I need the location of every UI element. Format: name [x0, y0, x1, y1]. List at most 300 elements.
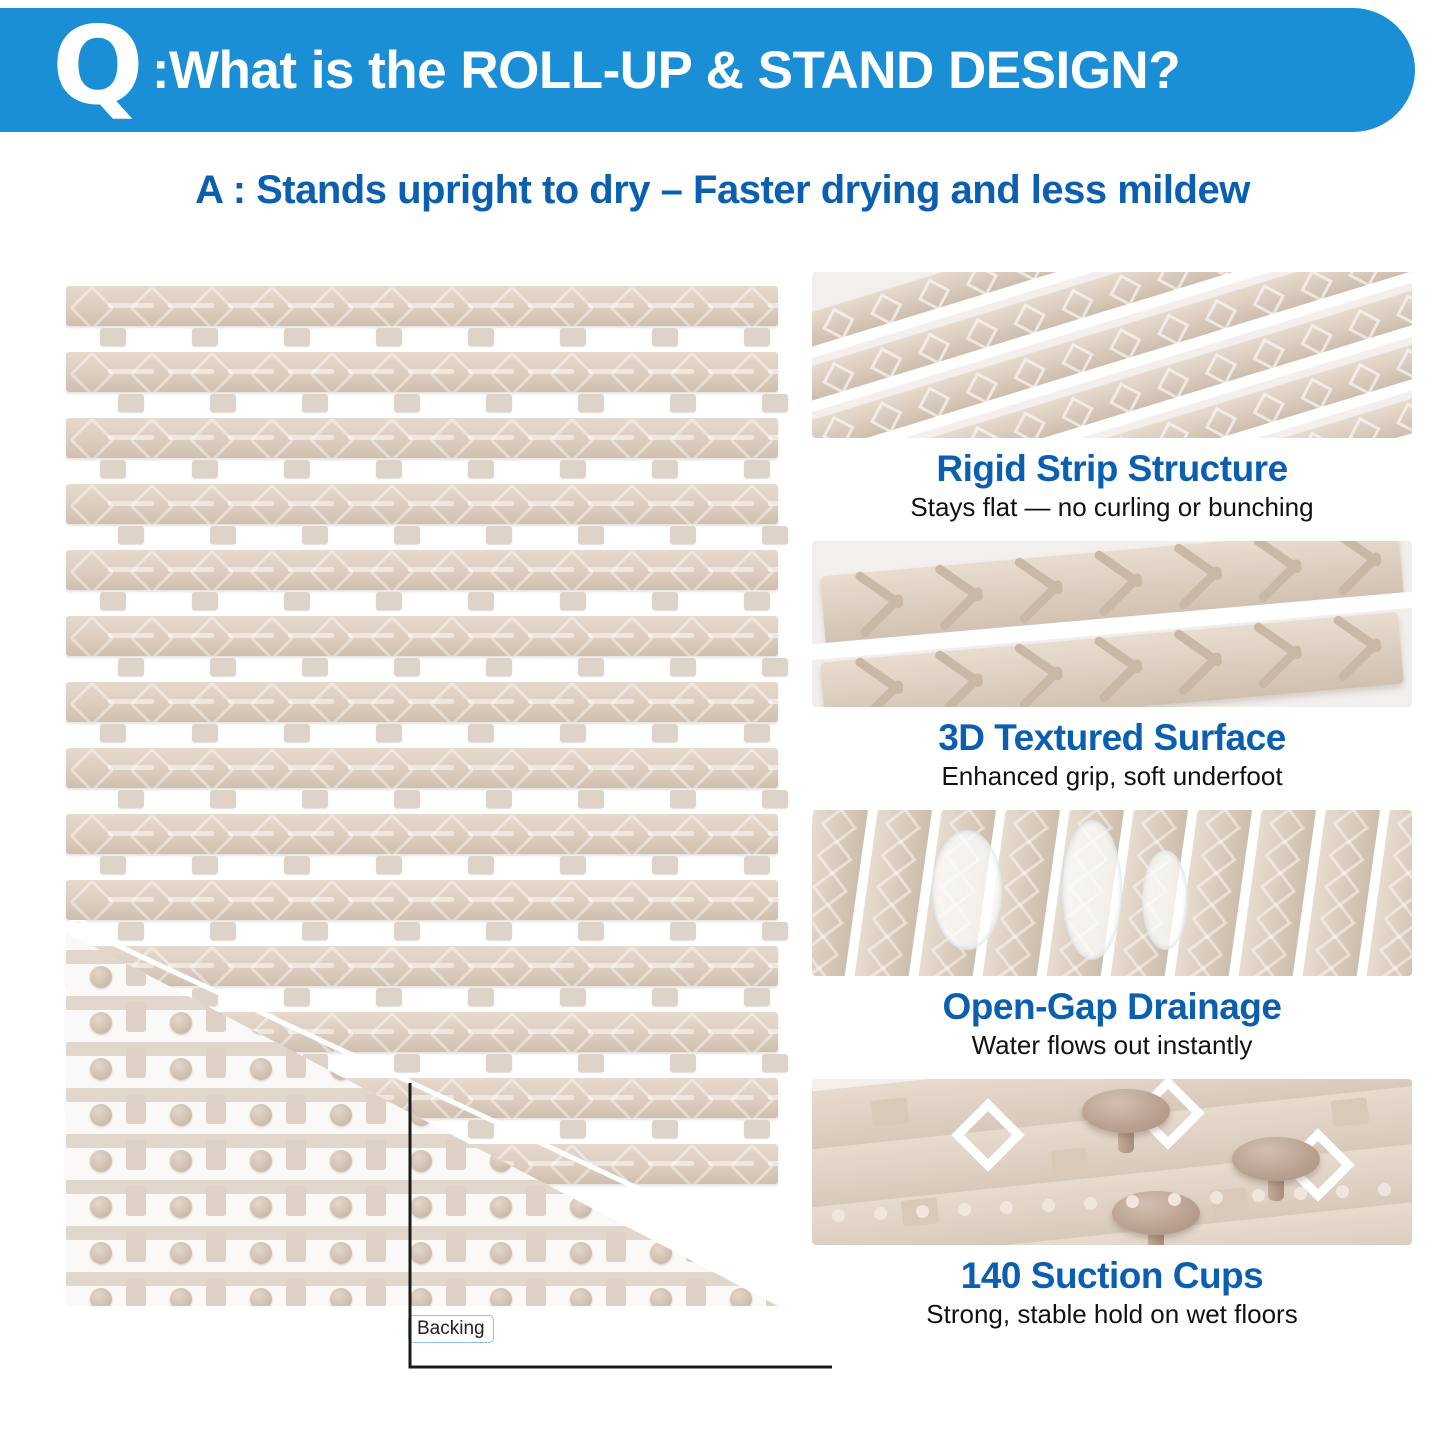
- strip-connector: [652, 592, 678, 610]
- suction-cup-icon: [90, 1288, 112, 1306]
- strip-connector: [744, 724, 770, 742]
- strip-texture-icon: [1315, 934, 1351, 970]
- suction-cup-icon: [1082, 1089, 1170, 1133]
- strip-connector: [670, 922, 696, 940]
- plate-hole: [1252, 1189, 1265, 1202]
- suction-cup-icon: [650, 1288, 672, 1306]
- strip-bar-icon: [768, 963, 778, 968]
- strip-texture-icon: [1008, 839, 1044, 875]
- strip-connector: [652, 328, 678, 346]
- suction-cup-icon: [1232, 1137, 1320, 1181]
- suction-cup-icon: [410, 1150, 432, 1172]
- strip-connector: [302, 922, 328, 940]
- strip-connector: [376, 856, 402, 874]
- strip-bar-icon: [768, 897, 778, 902]
- backing-label: Backing: [408, 1315, 494, 1343]
- strip-connector: [670, 526, 696, 544]
- suction-cup-icon: [170, 1104, 192, 1126]
- strip-connector: [744, 856, 770, 874]
- feature-title: Rigid Strip Structure: [936, 448, 1288, 489]
- suction-cup-icon: [250, 1104, 272, 1126]
- strip-texture-icon: [1383, 903, 1412, 939]
- strip-texture-icon: [999, 903, 1035, 939]
- suction-cup-icon: [330, 1288, 352, 1306]
- strip-connector: [486, 1054, 512, 1072]
- texture-ridge: [1177, 565, 1223, 611]
- strip-connector: [486, 394, 512, 412]
- strip-texture-icon: [812, 966, 835, 976]
- feature-subtitle: Water flows out instantly: [971, 1030, 1253, 1060]
- mat-strip: [66, 352, 778, 392]
- strip-texture-icon: [1348, 417, 1380, 438]
- strip-connector: [284, 592, 310, 610]
- mat-strip: [66, 814, 778, 854]
- strip-connector: [468, 460, 494, 478]
- suction-cup-icon: [170, 1058, 192, 1080]
- plate-hole: [1294, 1187, 1307, 1200]
- strip-connector: [744, 1120, 770, 1138]
- strip-bar-icon: [768, 831, 778, 836]
- strip-connector: [100, 460, 126, 478]
- strip-connector: [578, 658, 604, 676]
- suction-cup-icon: [250, 1242, 272, 1264]
- strip-connector: [578, 394, 604, 412]
- strip-connector: [762, 526, 788, 544]
- strip-connector: [118, 658, 144, 676]
- suction-cup-icon: [410, 1288, 432, 1306]
- strip-texture-icon: [1157, 421, 1189, 438]
- backing-pad: [206, 1048, 226, 1078]
- strip-connector: [192, 592, 218, 610]
- suction-cup-icon: [170, 1150, 192, 1172]
- strip-connector: [670, 790, 696, 808]
- feature-photo-drainage: [812, 810, 1412, 976]
- backing-pad: [446, 1278, 466, 1306]
- plate-hole: [1084, 1197, 1097, 1210]
- connector-row: [66, 460, 778, 478]
- texture-ridge: [1018, 665, 1064, 707]
- feature-title: 3D Textured Surface: [938, 717, 1286, 758]
- suction-cup-icon: [90, 1104, 112, 1126]
- strip-texture-icon: [1396, 402, 1412, 434]
- strip-texture-icon: [812, 871, 848, 907]
- suction-cup-icon: [410, 1242, 432, 1264]
- strip-connector: [468, 724, 494, 742]
- plate-hole: [1126, 1195, 1139, 1208]
- strip-bar-icon: [768, 435, 778, 440]
- strip-texture-icon: [966, 426, 998, 438]
- strip-bar-icon: [768, 1095, 778, 1100]
- mat-strip: [66, 748, 778, 788]
- strip-texture-icon: [1013, 810, 1049, 844]
- strip-connector: [376, 328, 402, 346]
- texture-ridge: [938, 672, 984, 707]
- feature-3d-textured-surface: [812, 541, 1412, 792]
- suction-cup-icon: [170, 1242, 192, 1264]
- water-droplet: [1062, 820, 1122, 960]
- plate-hole: [1336, 1185, 1349, 1198]
- feature-subtitle: Strong, stable hold on wet floors: [926, 1299, 1298, 1329]
- strip-texture-icon: [1396, 294, 1412, 326]
- suction-cup-icon: [170, 1012, 192, 1034]
- strip-connector: [468, 1120, 494, 1138]
- suction-cup-icon: [330, 1242, 352, 1264]
- strip-connector: [652, 724, 678, 742]
- strip-texture-icon: [1251, 934, 1287, 970]
- strip-connector: [118, 790, 144, 808]
- strip-texture-icon: [1246, 966, 1282, 976]
- suction-cup-icon: [570, 1242, 592, 1264]
- feature-title: 140 Suction Cups: [960, 1255, 1264, 1296]
- strip-connector: [486, 658, 512, 676]
- strip-connector: [762, 922, 788, 940]
- strip-bar-icon: [768, 369, 778, 374]
- strip-connector: [468, 592, 494, 610]
- strip-texture-icon: [1333, 810, 1369, 844]
- suction-cup-icon: [250, 1150, 272, 1172]
- suction-cup-icon: [1112, 1191, 1200, 1235]
- strip-bar-icon: [768, 303, 778, 308]
- mat-strip: [66, 286, 778, 326]
- plate-hole: [1378, 1183, 1391, 1196]
- strip-connector: [578, 526, 604, 544]
- strip-texture-icon: [1205, 810, 1241, 844]
- strip-connector: [670, 658, 696, 676]
- strip-texture-icon: [1269, 810, 1305, 844]
- strip-connector: [284, 328, 310, 346]
- backing-pad: [366, 1278, 386, 1306]
- strip-connector: [210, 922, 236, 940]
- plate-hole: [1042, 1199, 1055, 1212]
- strip-connector: [284, 856, 310, 874]
- strip-texture-icon: [812, 903, 844, 939]
- strip-connector: [284, 460, 310, 478]
- strip-connector: [560, 988, 586, 1006]
- suction-cup-icon: [90, 1150, 112, 1172]
- suction-cup-icon: [490, 1242, 512, 1264]
- backing-row: [66, 1272, 778, 1286]
- backing-pad: [126, 1048, 146, 1078]
- strip-connector: [578, 922, 604, 940]
- suction-cup-icon: [250, 1288, 272, 1306]
- strip-texture-icon: [1392, 839, 1412, 875]
- feature-title: Open-Gap Drainage: [942, 986, 1282, 1027]
- strip-texture-icon: [880, 839, 916, 875]
- connector-row: [66, 526, 778, 544]
- strip-connector: [670, 394, 696, 412]
- suction-cup-icon: [330, 1196, 352, 1218]
- strip-connector: [302, 790, 328, 808]
- texture-ridge: [1018, 579, 1064, 625]
- strip-connector: [100, 856, 126, 874]
- backing-pad: [446, 1140, 466, 1170]
- backing-row: [66, 1226, 778, 1240]
- strip-connector: [210, 394, 236, 412]
- mat-strip: [66, 484, 778, 524]
- strip-connector: [652, 988, 678, 1006]
- strip-connector: [652, 1120, 678, 1138]
- plate-hole: [916, 1205, 929, 1218]
- question-banner: [0, 4, 1415, 132]
- mat-strip: [66, 418, 778, 458]
- connector-row: [66, 394, 778, 412]
- strip-texture-icon: [1196, 871, 1232, 907]
- plate-hole: [1210, 1191, 1223, 1204]
- water-droplet: [932, 830, 1002, 950]
- strip-connector: [210, 658, 236, 676]
- strip-connector: [560, 1120, 586, 1138]
- suction-cup-icon: [730, 1242, 752, 1264]
- strip-connector: [744, 328, 770, 346]
- strip-connector: [468, 328, 494, 346]
- strip-connector: [192, 724, 218, 742]
- strip-connector: [192, 460, 218, 478]
- strip-bar-icon: [768, 501, 778, 506]
- backing-pad: [126, 1186, 146, 1216]
- strip-connector: [762, 658, 788, 676]
- strip-texture-icon: [816, 839, 852, 875]
- suction-cup-icon: [730, 1288, 752, 1306]
- backing-pad: [206, 1232, 226, 1262]
- strip-connector: [468, 988, 494, 1006]
- plate-hole: [1000, 1201, 1013, 1214]
- connector-row: [66, 724, 778, 742]
- mat-strip: [66, 550, 778, 590]
- strip-connector: [394, 658, 420, 676]
- backing-pad: [126, 1094, 146, 1124]
- texture-ridge: [1098, 658, 1144, 704]
- mat-strip: [66, 616, 778, 656]
- strip-connector: [100, 592, 126, 610]
- suction-cup-icon: [90, 1012, 112, 1034]
- strip-texture-icon: [1004, 871, 1040, 907]
- strip-connector: [652, 460, 678, 478]
- texture-ridge: [1098, 572, 1144, 618]
- strip-connector: [762, 790, 788, 808]
- texture-ridge: [859, 593, 905, 639]
- strip-connector: [376, 988, 402, 1006]
- suction-cup-icon: [410, 1196, 432, 1218]
- strip-texture-icon: [1187, 934, 1223, 970]
- texture-ridge: [1177, 651, 1223, 697]
- strip-texture-icon: [1054, 966, 1090, 976]
- feature-photo-suction: [812, 1079, 1412, 1245]
- strip-connector: [578, 790, 604, 808]
- suction-cup-icon: [490, 1288, 512, 1306]
- strip-connector: [376, 460, 402, 478]
- strip-texture-icon: [1141, 810, 1177, 844]
- strip-texture-icon: [1374, 966, 1410, 976]
- strip-connector: [560, 328, 586, 346]
- answer-heading: A : Stands upright to dry – Faster drying and less mildew: [195, 168, 1250, 212]
- strip-connector: [394, 394, 420, 412]
- strip-texture-icon: [885, 810, 921, 844]
- strip-connector: [670, 1054, 696, 1072]
- feature-rigid-strip-structure: [812, 272, 1412, 523]
- texture-ridge: [938, 586, 984, 632]
- strip-connector: [210, 790, 236, 808]
- strip-connector: [118, 526, 144, 544]
- strip-connector: [192, 856, 218, 874]
- connector-row: [66, 856, 778, 874]
- strip-connector: [284, 988, 310, 1006]
- suction-cup-icon: [490, 1196, 512, 1218]
- feature-photo-texture: [812, 541, 1412, 707]
- q-letter: Q: [52, 4, 142, 130]
- strip-texture-icon: [1182, 966, 1218, 976]
- strip-connector: [486, 526, 512, 544]
- strip-texture-icon: [1397, 810, 1412, 844]
- backing-pad: [126, 1232, 146, 1262]
- strip-texture-icon: [1379, 934, 1412, 970]
- strip-connector: [100, 724, 126, 742]
- strip-connector: [468, 856, 494, 874]
- strip-connector: [376, 724, 402, 742]
- strip-bar-icon: [768, 567, 778, 572]
- backing-pad: [286, 1140, 306, 1170]
- mat-strip: [66, 682, 778, 722]
- strip-texture-icon: [1260, 871, 1296, 907]
- backing-pad: [366, 1140, 386, 1170]
- strip-connector: [394, 922, 420, 940]
- backing-pad: [206, 1140, 226, 1170]
- backing-pad: [206, 1186, 226, 1216]
- strip-texture-icon: [1118, 966, 1154, 976]
- strip-connector: [744, 988, 770, 1006]
- strip-bar-icon: [768, 1029, 778, 1034]
- strip-bar-icon: [768, 633, 778, 638]
- backing-pad: [686, 1278, 706, 1306]
- plate-hole: [874, 1207, 887, 1220]
- plate-hole: [832, 1209, 845, 1222]
- strip-connector: [560, 724, 586, 742]
- strip-texture-icon: [990, 966, 1026, 976]
- backing-pad: [126, 1140, 146, 1170]
- suction-cup-icon: [250, 1058, 272, 1080]
- backing-pad: [526, 1186, 546, 1216]
- backing-pad: [446, 1232, 466, 1262]
- strip-connector: [486, 790, 512, 808]
- connector-row: [66, 592, 778, 610]
- strip-texture-icon: [1324, 871, 1360, 907]
- strip-connector: [302, 394, 328, 412]
- texture-ridge: [1257, 558, 1303, 604]
- suction-cup-icon: [250, 1196, 272, 1218]
- strip-texture-icon: [1264, 839, 1300, 875]
- plate-square: [871, 1097, 910, 1127]
- texture-ridge: [1337, 637, 1383, 683]
- backing-pad: [366, 1232, 386, 1262]
- suction-cup-icon: [90, 1196, 112, 1218]
- strip-bar-icon: [768, 1161, 778, 1166]
- backing-pad: [286, 1232, 306, 1262]
- strip-connector: [302, 526, 328, 544]
- strip-connector: [744, 592, 770, 610]
- strip-connector: [744, 460, 770, 478]
- strip-connector: [210, 526, 236, 544]
- suction-cup-icon: [330, 1150, 352, 1172]
- suction-cup-icon: [570, 1288, 592, 1306]
- strip-connector: [486, 922, 512, 940]
- strip-texture-icon: [1200, 839, 1236, 875]
- strip-connector: [560, 856, 586, 874]
- mat-illustration: [40, 272, 800, 1339]
- strip-connector: [652, 856, 678, 874]
- backing-pad: [286, 1278, 306, 1306]
- texture-ridge: [1257, 644, 1303, 690]
- backing-pad: [606, 1232, 626, 1262]
- strip-connector: [560, 592, 586, 610]
- backing-pad: [286, 1186, 306, 1216]
- texture-ridge: [1337, 551, 1383, 597]
- suction-cup-icon: [90, 1242, 112, 1264]
- strip-connector: [118, 394, 144, 412]
- question-title: :What is the ROLL-UP & STAND DESIGN?: [151, 40, 1181, 100]
- suction-cup-icon: [330, 1104, 352, 1126]
- backing-pad: [206, 1094, 226, 1124]
- strip-texture-icon: [1328, 839, 1364, 875]
- strip-connector: [560, 460, 586, 478]
- connector-row: [66, 790, 778, 808]
- feature-subtitle: Stays flat — no curling or bunching: [910, 492, 1314, 522]
- strip-texture-icon: [821, 810, 857, 844]
- backing-pad: [766, 1232, 778, 1262]
- feature-list: [812, 272, 1412, 1348]
- strip-connector: [394, 790, 420, 808]
- suction-cup-icon: [650, 1242, 672, 1264]
- strip-texture-icon: [1014, 411, 1046, 438]
- plate-square: [1051, 1147, 1090, 1177]
- feature-subtitle: Enhanced grip, soft underfoot: [941, 761, 1283, 791]
- backing-pad: [206, 1278, 226, 1306]
- strip-connector: [100, 328, 126, 346]
- strip-texture-icon: [995, 934, 1031, 970]
- suction-cup-icon: [90, 966, 112, 988]
- connector-row: [66, 658, 778, 676]
- backing-pad: [686, 1232, 706, 1262]
- backing-pad: [766, 1278, 778, 1306]
- strip-texture-icon: [871, 903, 907, 939]
- suction-cup-icon: [90, 1058, 112, 1080]
- strip-texture-icon: [1319, 903, 1355, 939]
- strip-connector: [578, 1054, 604, 1072]
- strip-connector: [192, 328, 218, 346]
- connector-row: [66, 922, 778, 940]
- feature-open-gap-drainage: [812, 810, 1412, 1061]
- strip-texture-icon: [1191, 903, 1227, 939]
- strip-connector: [376, 592, 402, 610]
- strip-texture-icon: [867, 934, 903, 970]
- strip-texture-icon: [822, 416, 854, 438]
- backing-pad: [606, 1278, 626, 1306]
- strip-connector: [284, 724, 310, 742]
- strip-connector: [762, 1054, 788, 1072]
- feature-suction-cups: [812, 1079, 1412, 1330]
- plate-square: [1331, 1097, 1370, 1127]
- suction-cup-icon: [170, 1196, 192, 1218]
- strip-connector: [762, 394, 788, 412]
- backing-pad: [446, 1186, 466, 1216]
- strip-texture-icon: [812, 934, 839, 970]
- backing-pad: [126, 1002, 146, 1032]
- backing-pad: [126, 1278, 146, 1306]
- backing-pad: [526, 1278, 546, 1306]
- strip-texture-icon: [1310, 966, 1346, 976]
- mat-strip: [66, 946, 778, 986]
- plate-hole: [1168, 1193, 1181, 1206]
- connector-row: [66, 328, 778, 346]
- strip-texture-icon: [1255, 903, 1291, 939]
